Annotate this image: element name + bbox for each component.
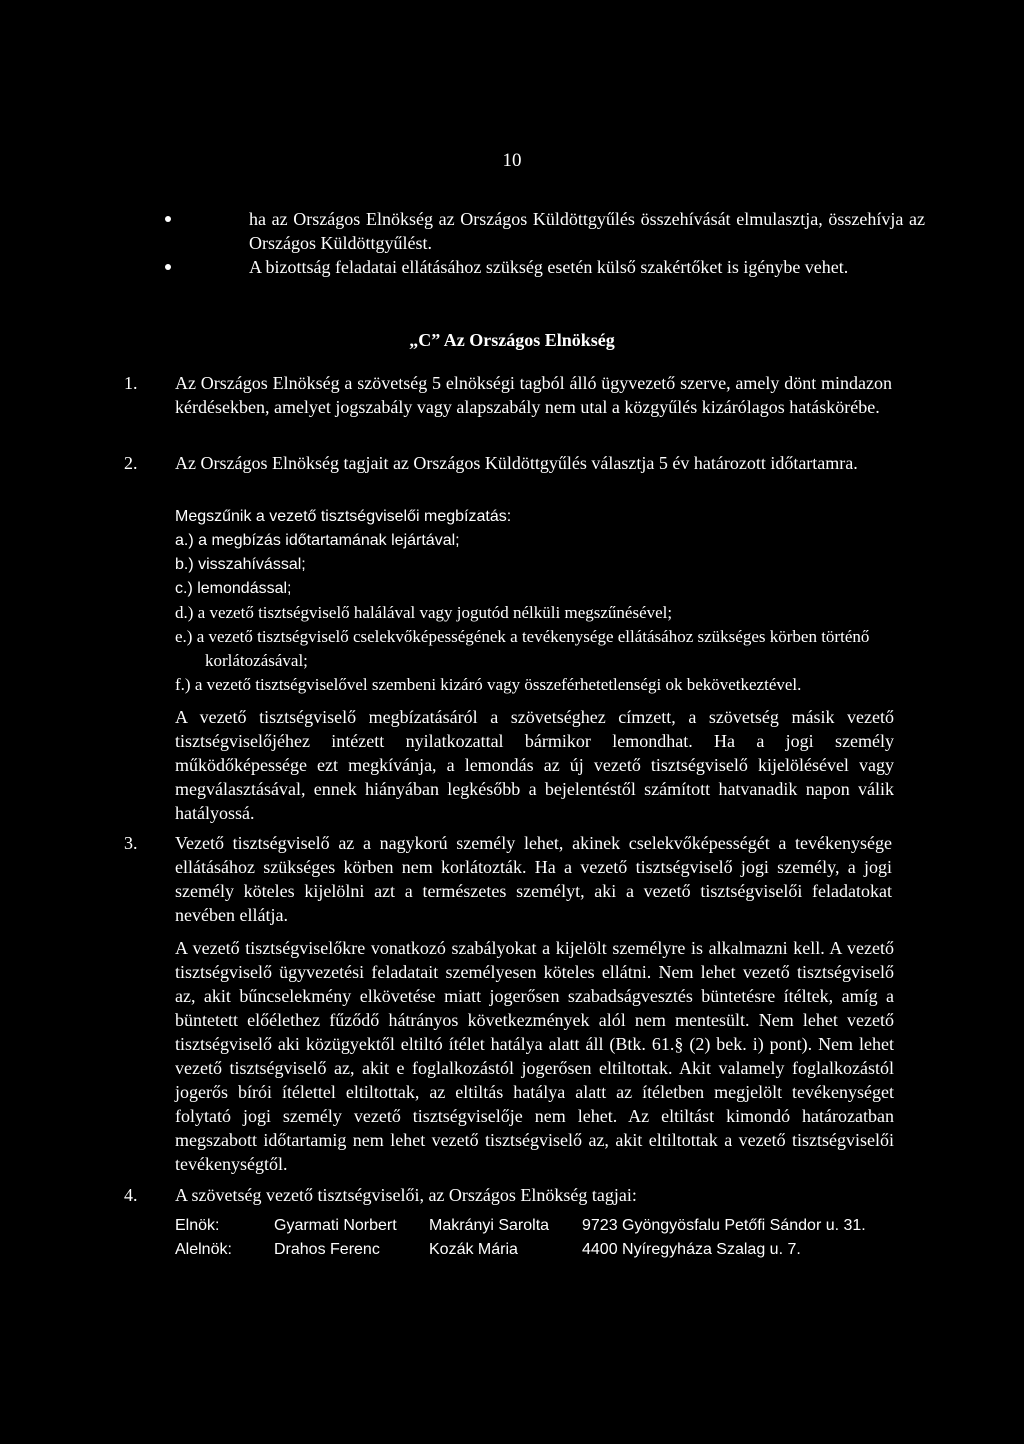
termination-list	[175, 505, 905, 697]
address-cell: 9723 Gyöngyösfalu Petőfi Sándor u. 31.	[582, 1217, 866, 1234]
bullet-icon	[165, 216, 171, 222]
name-cell: Drahos Ferenc	[274, 1241, 380, 1258]
item-number: 4.	[124, 1185, 138, 1205]
list-item: a.) a megbízás időtartamának lejártával;	[175, 532, 460, 549]
item-number: 3.	[124, 833, 138, 853]
address-cell: 4400 Nyíregyháza Szalag u. 7.	[582, 1241, 801, 1258]
section-title: „C” Az Országos Elnökség	[409, 330, 615, 350]
termination-intro: Megszűnik a vezető tisztségviselői megbízatás:	[175, 508, 512, 525]
item-text: Az Országos Elnökség tagjait az Országos Küldöttgyűlés választja 5 év határozott időtartamra.	[175, 453, 858, 473]
list-item: f.) a vezető tisztségviselővel szembeni kizáró vagy összeférhetetlenségi ok bekövetkeztével.	[175, 675, 802, 694]
resignation-paragraph: A vezető tisztségviselő megbízatásáról a szövetséghez címzett, a szövetség másik vezető tisztségviselőjéhez intézett nyilatkozattal bármikor lemondhat. Ha a jogi személy működőképessége ezt megkívánja, a lemondás az új vezető tisztségviselő kijelölésével vagy megválasztásával, ennek hiányában legkésőbb a bejelentéstől számított hatvanadik napon válik hatályossá.	[175, 707, 894, 823]
list-item: d.) a vezető tisztségviselő halálával vagy jogutód nélküli megszűnésével;	[175, 603, 673, 622]
list-item: c.) lemondással;	[175, 580, 292, 597]
item-text: Vezető tisztségviselő az a nagykorú személy lehet, akinek cselekvőképességét a tevékenysége ellátásához szükséges körben nem korlátozták. Ha a vezető tisztségviselő jogi személy, a jogi személy köteles kijelölni azt a természetes személyt, aki a vezető tisztségviselői feladatokat nevében ellátja.	[175, 833, 892, 925]
bullet-text: ha az Országos Elnökség az Országos Küldöttgyűlés összehívását elmulasztja, összehívja az Országos Küldöttgyűlést.	[249, 209, 925, 253]
officers-table-wrap	[175, 1214, 866, 1262]
bullet-text: A bizottság feladatai ellátásához szükség esetén külső szakértőket is igénybe vehet.	[249, 257, 849, 277]
bullet-item	[165, 255, 925, 279]
item-2	[124, 451, 892, 475]
table-row	[175, 1214, 866, 1238]
item-text: Az Országos Elnökség a szövetség 5 elnökségi tagból álló ügyvezető szerve, amely dönt mindazon kérdésekben, amelyet jogszabály vagy alapszabály nem utal a közgyűlés kizárólagos hatáskörébe.	[175, 373, 892, 417]
mother-name-cell: Makrányi Sarolta	[429, 1217, 550, 1234]
item-1	[124, 371, 892, 419]
mother-name-cell: Kozák Mária	[429, 1241, 518, 1258]
name-cell: Gyarmati Norbert	[274, 1217, 397, 1234]
table-row	[175, 1238, 866, 1262]
item-number: 2.	[124, 453, 138, 473]
item-text: A szövetség vezető tisztségviselői, az Országos Elnökség tagjai:	[175, 1185, 637, 1205]
bullet-list	[165, 207, 925, 279]
list-item: e.) a vezető tisztségviselő cselekvőképességének a tevékenysége ellátásához szükséges körben történő korlátozásával;	[175, 627, 870, 670]
list-item: b.) visszahívással;	[175, 556, 306, 573]
page-number: 10	[502, 150, 522, 171]
item-number: 1.	[124, 373, 138, 393]
item-4	[124, 1183, 892, 1207]
officer-rules-paragraph: A vezető tisztségviselőkre vonatkozó szabályokat a kijelölt személyre is alkalmazni kell. A vezető tisztségviselő ügyvezetési feladatait személyesen köteles ellátni. Nem lehet vezető tisztségviselő az, akit bűncselekmény elkövetése miatt jogerősen szabadságvesztés büntetésre ítéltek, amíg a büntetett előélethez fűződő hátrányos következmények alól nem mentesült. Nem lehet vezető tisztségviselő aki közügyektől eltiltó ítélet hatálya alatt áll (Btk. 61.§ (2) bek. i) pont). Nem lehet vezető tisztségviselő az, akit e foglalkozástól jogerősen eltiltottak. Akit valamely foglalkozástól jogerős bírói ítélettel eltiltottak, az eltiltás hatálya alatt az ítéletben megjelölt tevékenységet folytató jogi személy vezető tisztségviselője nem lehet. Az eltiltást kimondó határozatban megszabott időtartamig nem lehet vezető tisztségviselő az, akit eltiltottak a vezető tisztségviselői tevékenységtől.	[175, 938, 894, 1174]
bullet-item	[165, 207, 925, 255]
officers-table	[175, 1214, 866, 1262]
role-cell: Alelnök:	[175, 1241, 232, 1258]
bullet-icon	[165, 264, 171, 270]
role-cell: Elnök:	[175, 1217, 220, 1234]
item-3	[124, 831, 892, 927]
